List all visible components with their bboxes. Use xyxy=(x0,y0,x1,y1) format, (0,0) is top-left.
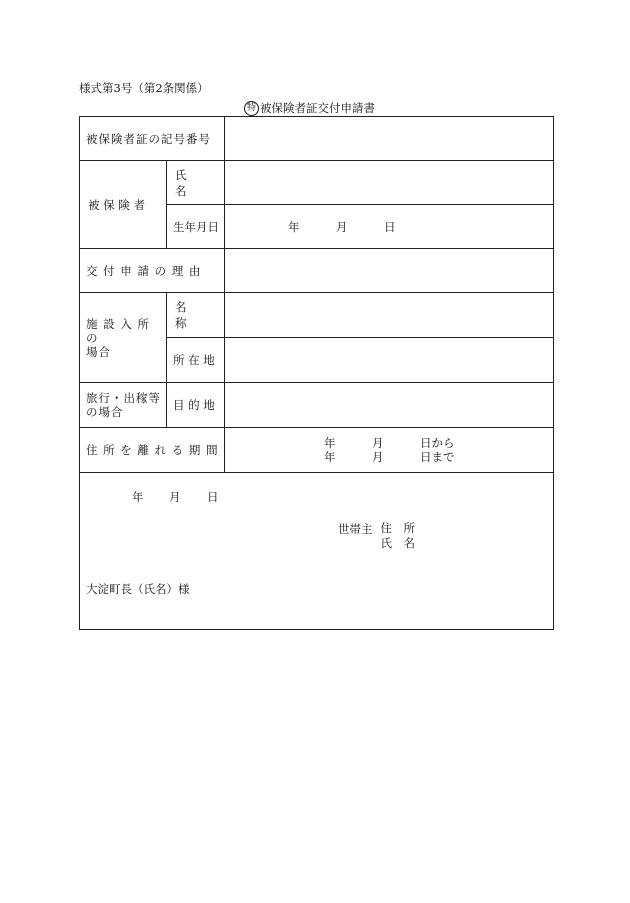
absence-period-label: 住 所 を 離 れ る 期 間 xyxy=(80,428,225,473)
insured-name-row xyxy=(80,161,554,205)
insured-name-field[interactable] xyxy=(225,161,554,205)
special-circled-badge: 特 xyxy=(244,101,259,116)
destination-label: 目 的 地 xyxy=(167,383,225,428)
reason-field[interactable] xyxy=(225,249,554,293)
household-name-label[interactable]: 氏 名 xyxy=(380,536,415,550)
facility-name-field[interactable] xyxy=(225,293,554,338)
insured-label: 被 保 険 者 xyxy=(80,161,167,249)
travel-label: 旅行・出稼等 の場合 xyxy=(80,383,167,428)
signature-section xyxy=(80,473,554,630)
facility-label: 施 設 入 所 の 場合 xyxy=(80,293,167,383)
dob-field[interactable] xyxy=(225,205,554,249)
dob-label: 生年月日 xyxy=(167,205,225,249)
card-number-row xyxy=(80,117,554,161)
application-date[interactable]: 年 月 日 xyxy=(132,490,219,504)
absence-period-field[interactable] xyxy=(225,428,554,473)
application-form-table xyxy=(79,116,554,630)
dob-month-label: 月 xyxy=(336,219,348,234)
facility-name-row xyxy=(80,293,554,338)
signature-cell xyxy=(80,473,554,630)
form-title-text: 被保険者証交付申請書 xyxy=(260,101,375,115)
card-number-field[interactable] xyxy=(225,117,554,161)
absence-to-line: 年 月 日まで xyxy=(324,450,455,464)
reason-row xyxy=(80,249,554,293)
absence-from-line: 年 月 日から xyxy=(324,436,455,450)
destination-field[interactable] xyxy=(225,383,554,428)
addressee: 大淀町長（氏名）様 xyxy=(86,582,190,596)
facility-location-field[interactable] xyxy=(225,338,554,383)
reason-label: 交 付 申 請 の 理 由 xyxy=(80,249,225,293)
facility-location-label: 所 在 地 xyxy=(167,338,225,383)
form-reference: 様式第3号（第2条関係） xyxy=(79,81,209,95)
form-title xyxy=(244,100,375,116)
household-head-block xyxy=(338,521,415,551)
travel-row xyxy=(80,383,554,428)
dob-year-label: 年 xyxy=(288,219,300,234)
card-number-label: 被保険者証の記号番号 xyxy=(80,117,225,161)
household-head-label: 世帯主 xyxy=(338,522,373,536)
dob-day-label: 日 xyxy=(384,219,396,234)
facility-name-label: 名 称 xyxy=(167,293,225,338)
insured-name-label: 氏 名 xyxy=(167,161,225,205)
absence-period-row xyxy=(80,428,554,473)
household-address-label[interactable]: 住 所 xyxy=(380,521,415,535)
